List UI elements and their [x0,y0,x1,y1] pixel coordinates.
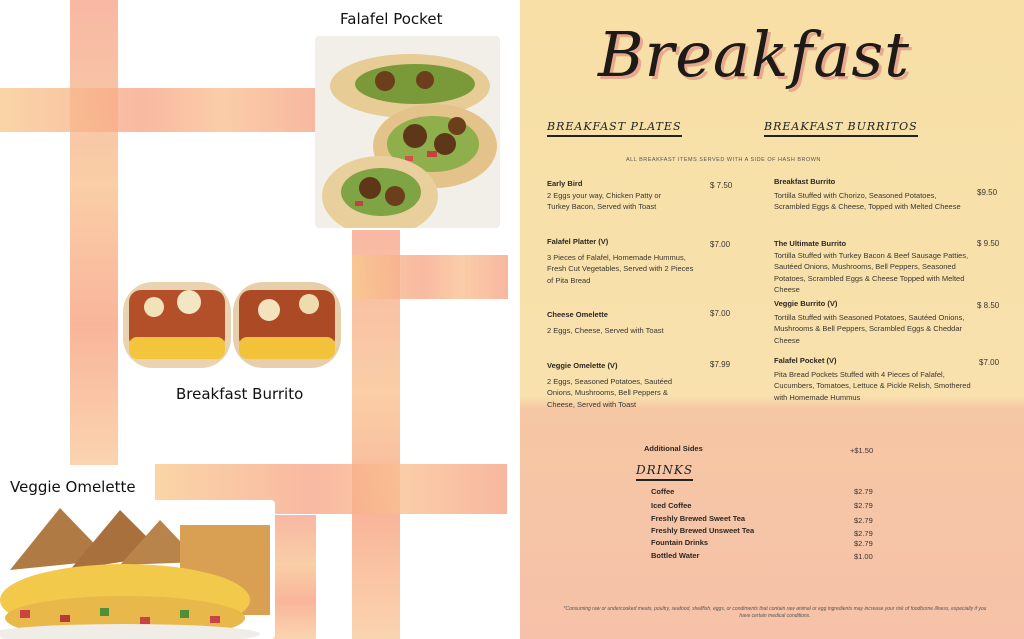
menu-item [547,360,682,410]
item-desc: 2 Eggs your way, Chicken Patty or Turkey Bacon, Served with Toast [547,190,662,211]
additional-sides-label: Additional Sides [644,444,703,453]
item-price: $ 8.50 [977,301,1000,310]
item-price: $7.00 [710,309,731,318]
item-desc: 2 Eggs, Cheese, Served with Toast [547,325,664,335]
item-name: Veggie Burrito (V) [774,299,838,308]
item-desc: Tortilla Stuffed with Chorizo, Seasoned Potatoes, Scrambled Eggs & Cheese, Topped with Melted Cheese [774,190,961,211]
item-desc: Pita Bread Pockets Stuffed with 4 Pieces of Falafel, Cucumbers, Tomatoes, Lettuce & Pickle Relish, Smothered with Homemade Hummus [774,369,971,402]
breakfast-burrito-caption: Breakfast Burrito [176,385,304,403]
item-price: $9.50 [977,188,998,197]
item-price: $ 7.50 [710,181,733,190]
drink-price: $2.79 [854,487,873,496]
item-name: The Ultimate Burrito [774,239,847,248]
drink-name: Iced Coffee [651,501,692,510]
drink-price: $1.00 [854,552,873,561]
item-desc: Tortilla Stuffed with Seasoned Potatoes, Sautéed Onions, Mushrooms & Bell Peppers, Scrambled Eggs & Cheddar Cheese [774,312,965,345]
menu-item [774,176,969,213]
drink-price: $2.79 [854,501,873,510]
drink-name: Bottled Water [651,551,700,560]
drink-name: Freshly Brewed Unsweet Tea [651,526,755,535]
decor-stripe [0,88,318,132]
item-name: Breakfast Burrito [774,177,836,186]
falafel-pocket-photo [315,36,500,228]
menu-title: Breakfast [598,18,911,91]
menu-item [547,178,682,213]
menu-item [774,355,974,403]
falafel-pocket-caption: Falafel Pocket [340,10,443,28]
item-desc: 2 Eggs, Seasoned Potatoes, Sautéed Onions, Mushrooms, Bell Peppers & Cheese, Served with Toast [547,376,673,409]
menu-item [547,236,697,286]
breakfast-burrito-photo [119,272,344,372]
drink-price: $2.79 [854,539,873,548]
menu-panel [520,0,1024,639]
drinks-header: DRINKS [636,463,693,481]
consumer-advisory-footnote: *Consuming raw or undercooked meats, poultry, seafood, shellfish, eggs, or condiments that contain raw animal or egg ingredients may increase your risk of foodborne illness, especially if you have certain medical conditions. [563,606,987,619]
item-price: $7.00 [710,240,731,249]
item-desc: 3 Pieces of Falafel, Homemade Hummus, Fresh Cut Vegetables, Served with 2 Pieces of Pita Bread [547,252,694,285]
menu-item [547,309,682,336]
item-price: $7.00 [979,358,1000,367]
drink-name: Coffee [651,487,675,496]
additional-sides-price: +$1.50 [850,446,874,455]
item-price: $7.99 [710,360,731,369]
decor-stripe [268,515,316,639]
menu-item [774,238,969,296]
veggie-omelette-photo [0,500,275,639]
hash-brown-note: ALL BREAKFAST ITEMS SERVED WITH A SIDE OF HASH BROWN [626,157,821,163]
menu-item [774,298,969,346]
item-price: $ 9.50 [977,239,1000,248]
drink-price: $2.79 [854,516,873,525]
drink-price: $2.79 [854,529,873,538]
decor-stripe [70,0,118,465]
item-name: Early Bird [547,179,583,188]
plates-header: BREAKFAST PLATES [547,120,682,137]
item-desc: Tortilla Stuffed with Turkey Bacon & Beef Sausage Patties, Sautéed Onions, Mushrooms, Bell Peppers, Seasoned Potatoes, Scrambled Eggs & Cheese Topped with Melted Cheese [774,250,969,294]
item-name: Veggie Omelette (V) [547,361,618,370]
veggie-omelette-caption: Veggie Omelette [10,478,136,496]
drink-name: Fountain Drinks [651,538,709,547]
drink-name: Freshly Brewed Sweet Tea [651,514,746,523]
item-name: Cheese Omelette [547,310,608,319]
burritos-header: BREAKFAST BURRITOS [764,120,918,137]
decor-stripe [352,255,508,299]
item-name: Falafel Platter (V) [547,237,609,246]
item-name: Falafel Pocket (V) [774,356,837,365]
